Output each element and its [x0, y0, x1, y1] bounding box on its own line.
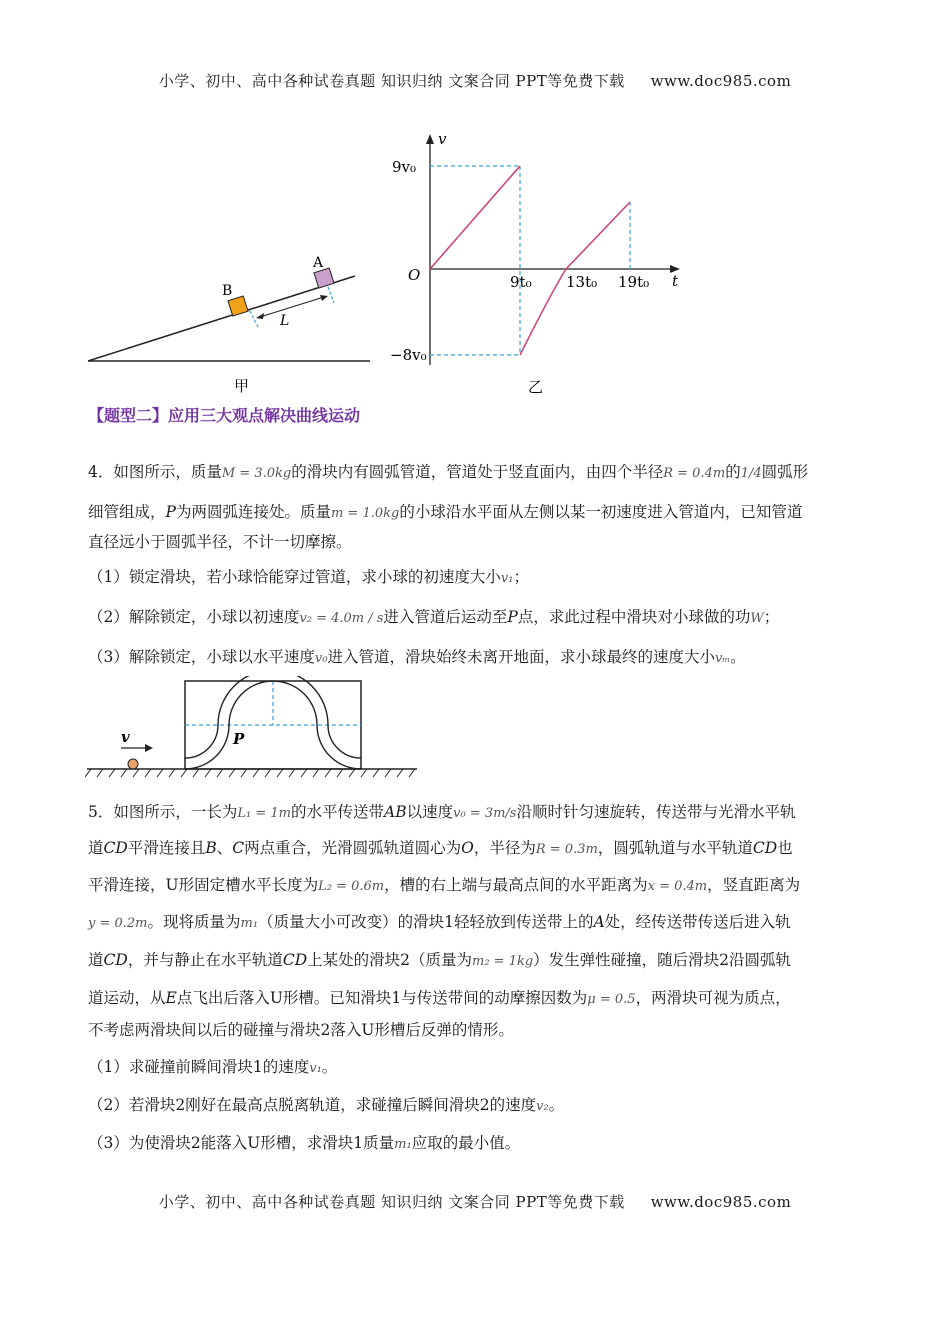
q4-text: 的	[725, 463, 741, 481]
q5-text: 、	[216, 839, 233, 857]
q4-vm: vₘ	[714, 651, 731, 666]
q4-text: （2）解除锁定，小球以初速度	[88, 608, 300, 626]
page-footer	[0, 1191, 950, 1212]
section-title: 【题型二】应用三大观点解决曲线运动	[88, 406, 361, 425]
q5-text: 点飞出后落入U形槽。已知滑块1与传送带间的动摩擦因数为	[176, 989, 588, 1007]
q5-line2	[88, 836, 868, 862]
q4-v1: v₁	[500, 571, 514, 586]
q5-y: y = 0.2m	[88, 916, 148, 931]
q5-cd: CD	[103, 839, 128, 857]
q5-length-l1: L₁ = 1m	[237, 806, 291, 821]
q5-o: O	[461, 839, 474, 857]
q5-line1	[88, 800, 868, 826]
label-a: A	[313, 255, 324, 271]
q4-point-p: P	[507, 608, 518, 626]
q5-text: （质量大小可改变）的滑块1轻轻放到传送带上的	[258, 913, 594, 931]
label-t: t	[672, 272, 679, 290]
q5-text: （1）求碰撞前瞬间滑块1的速度	[88, 1058, 310, 1076]
q5-text: （2）若滑块2刚好在最高点脱离轨道，求碰撞后瞬间滑块2的速度	[88, 1096, 537, 1114]
tick-9t0: 9t₀	[510, 273, 532, 291]
q5-text: ，两滑块可视为质点，	[635, 989, 791, 1007]
q5-sub1	[88, 1055, 868, 1081]
q5-m1: m₁	[240, 916, 259, 931]
q5-text: 沿顺时针匀速旋转，传送带与光滑水平轨	[516, 803, 796, 821]
header-site: www.doc985.com	[650, 72, 792, 90]
q5-length-l2: L₂ = 0.6m	[318, 879, 385, 894]
q5-text: 道	[88, 951, 104, 969]
q5-text: ）发生弹性碰撞，随后滑块2沿圆弧轨	[533, 951, 792, 969]
q5-text: 平滑连接且	[127, 839, 206, 857]
q5-ab: AB	[384, 803, 407, 821]
line-segment-1	[430, 166, 520, 269]
label-v: v	[121, 728, 130, 746]
label-origin: O	[408, 266, 421, 284]
q4-work-w: W	[750, 611, 764, 626]
q5-b: B	[205, 839, 217, 857]
q4-mass-M: M = 3.0kg	[221, 466, 292, 481]
q4-v0: v₀	[314, 651, 328, 666]
page-header	[0, 70, 950, 91]
q5-text: ，竖直距离为	[707, 876, 801, 894]
q5-m2: m₂ = 1kg	[472, 954, 534, 969]
ground-hatch	[85, 769, 415, 777]
arrow-head-right	[320, 295, 328, 301]
label-v: v	[438, 130, 447, 148]
label-l: L	[280, 313, 290, 329]
q4-text: 点，求此过程中滑块对小球做的功	[517, 608, 751, 626]
q5-text: 道运动，从	[88, 989, 166, 1007]
q5-text: ，半径为	[473, 839, 536, 857]
q5-text: 两点重合，光滑圆弧轨道圆心为	[244, 839, 462, 857]
q5-text: 5．如图所示，一长为	[88, 803, 238, 821]
q4-line1	[88, 460, 868, 486]
line-segment-3	[566, 202, 630, 269]
q4-radius: R = 0.4m	[663, 466, 726, 481]
q5-cd: CD	[282, 951, 308, 969]
caption-yi: 乙	[528, 378, 544, 396]
q5-v0: v₀ = 3m/s	[453, 806, 517, 821]
q5-cd: CD	[752, 839, 778, 857]
q4-text: 细管组成，	[88, 503, 166, 521]
tick-neg8v0: −8v₀	[390, 346, 427, 364]
figure-incline	[80, 245, 380, 395]
q4-quarter-fraction: 1/4	[740, 466, 762, 481]
q5-text: 的水平传送带	[290, 803, 384, 821]
v-axis-arrow	[426, 134, 434, 144]
footer-text: 小学、初中、高中各种试卷真题 知识归纳 文案合同 PPT等免费下载	[158, 1193, 625, 1211]
q5-text: 应取的最小值。	[411, 1134, 521, 1152]
q5-line4	[88, 910, 868, 936]
q5-text: 平滑连接，U形固定槽水平长度为	[88, 876, 319, 894]
q4-text: 的滑块内有圆弧管道，管道处于竖直面内，由四个半径	[291, 463, 664, 481]
dash-a	[328, 287, 334, 303]
footer-site: www.doc985.com	[650, 1193, 792, 1211]
q5-mu: μ = 0.5	[587, 992, 636, 1007]
velocity-arrow-head	[145, 744, 153, 752]
q5-v1: v₁	[309, 1061, 322, 1076]
q5-text: ，圆弧轨道与水平轨道	[597, 839, 753, 857]
q4-text: 进入管道后运动至	[383, 608, 508, 626]
figure-q4-block	[85, 676, 420, 788]
label-b: B	[222, 283, 233, 299]
q5-text: 。现将质量为	[147, 913, 241, 931]
tick-9v0: 9v₀	[392, 158, 417, 176]
q5-sub2	[88, 1093, 868, 1119]
q5-text: ，槽的右上端与最高点间的水平距离为	[384, 876, 648, 894]
figure-vt-graph	[390, 130, 700, 400]
q4-text: 圆弧形	[761, 463, 809, 481]
header-text: 小学、初中、高中各种试卷真题 知识归纳 文案合同 PPT等免费下载	[158, 72, 625, 90]
q5-line3	[88, 873, 868, 899]
q5-text: 以速度	[406, 803, 454, 821]
q4-v2: v₂ = 4.0m / s	[299, 611, 384, 626]
q5-e: E	[165, 989, 177, 1007]
q5-line5	[88, 948, 868, 974]
q5-line6	[88, 986, 868, 1012]
q5-text: 。	[548, 1096, 565, 1114]
q4-text: 4．如图所示，质量	[88, 463, 222, 481]
q4-text: 的小球沿水平面从左侧以某一初速度进入管道内，已知管道	[399, 503, 803, 521]
q5-m1: m₁	[394, 1137, 412, 1152]
q4-point-p: P	[165, 503, 176, 521]
q5-x: x = 0.4m	[647, 879, 708, 894]
q5-text: 。	[321, 1058, 338, 1076]
q5-cd: CD	[103, 951, 128, 969]
q5-line7: 不考虑两滑块间以后的碰撞与滑块2落入U形槽后反弹的情形。	[88, 1021, 514, 1039]
q5-text: 上某处的滑块2（质量为	[307, 951, 472, 969]
q5-text: 处，经传送带传送后进入轨	[604, 913, 791, 931]
small-ball	[128, 759, 138, 769]
q5-radius: R = 0.3m	[535, 842, 598, 857]
q5-a: A	[593, 913, 605, 931]
q4-text: 进入管道，滑块始终未离开地面，求小球最终的速度大小	[327, 648, 715, 666]
q4-sub3	[88, 645, 868, 671]
q4-text: ；	[513, 568, 529, 586]
q5-text: （3）为使滑块2能落入U形槽，求滑块1质量	[88, 1134, 395, 1152]
length-arrow	[260, 297, 324, 317]
q4-text: 为两圆弧连接处。质量	[175, 503, 331, 521]
q4-text: ；	[763, 608, 780, 626]
q5-text: ，并与静止在水平轨道	[127, 951, 283, 969]
q4-line3: 直径远小于圆弧半径，不计一切摩擦。	[88, 533, 352, 551]
tick-13t0: 13t₀	[566, 273, 598, 291]
q5-c: C	[232, 839, 245, 857]
arrow-head-left	[256, 313, 264, 319]
q4-text: （1）锁定滑块，若小球恰能穿过管道，求小球的初速度大小	[88, 568, 501, 586]
q4-sub2	[88, 605, 868, 631]
q5-text: 也	[777, 839, 793, 857]
q5-text: 道	[88, 839, 104, 857]
q5-v2: v₂	[536, 1099, 549, 1114]
caption-jia: 甲	[234, 377, 250, 395]
tick-19t0: 19t₀	[618, 273, 650, 291]
q5-sub3	[88, 1131, 868, 1157]
q4-mass-m: m = 1.0kg	[330, 506, 400, 521]
label-p: P	[233, 730, 245, 748]
q4-sub1	[88, 565, 868, 591]
q4-text: （3）解除锁定，小球以水平速度	[88, 648, 315, 666]
dash-b	[250, 311, 258, 327]
q4-text: 。	[730, 648, 746, 666]
q4-line2	[88, 500, 868, 526]
